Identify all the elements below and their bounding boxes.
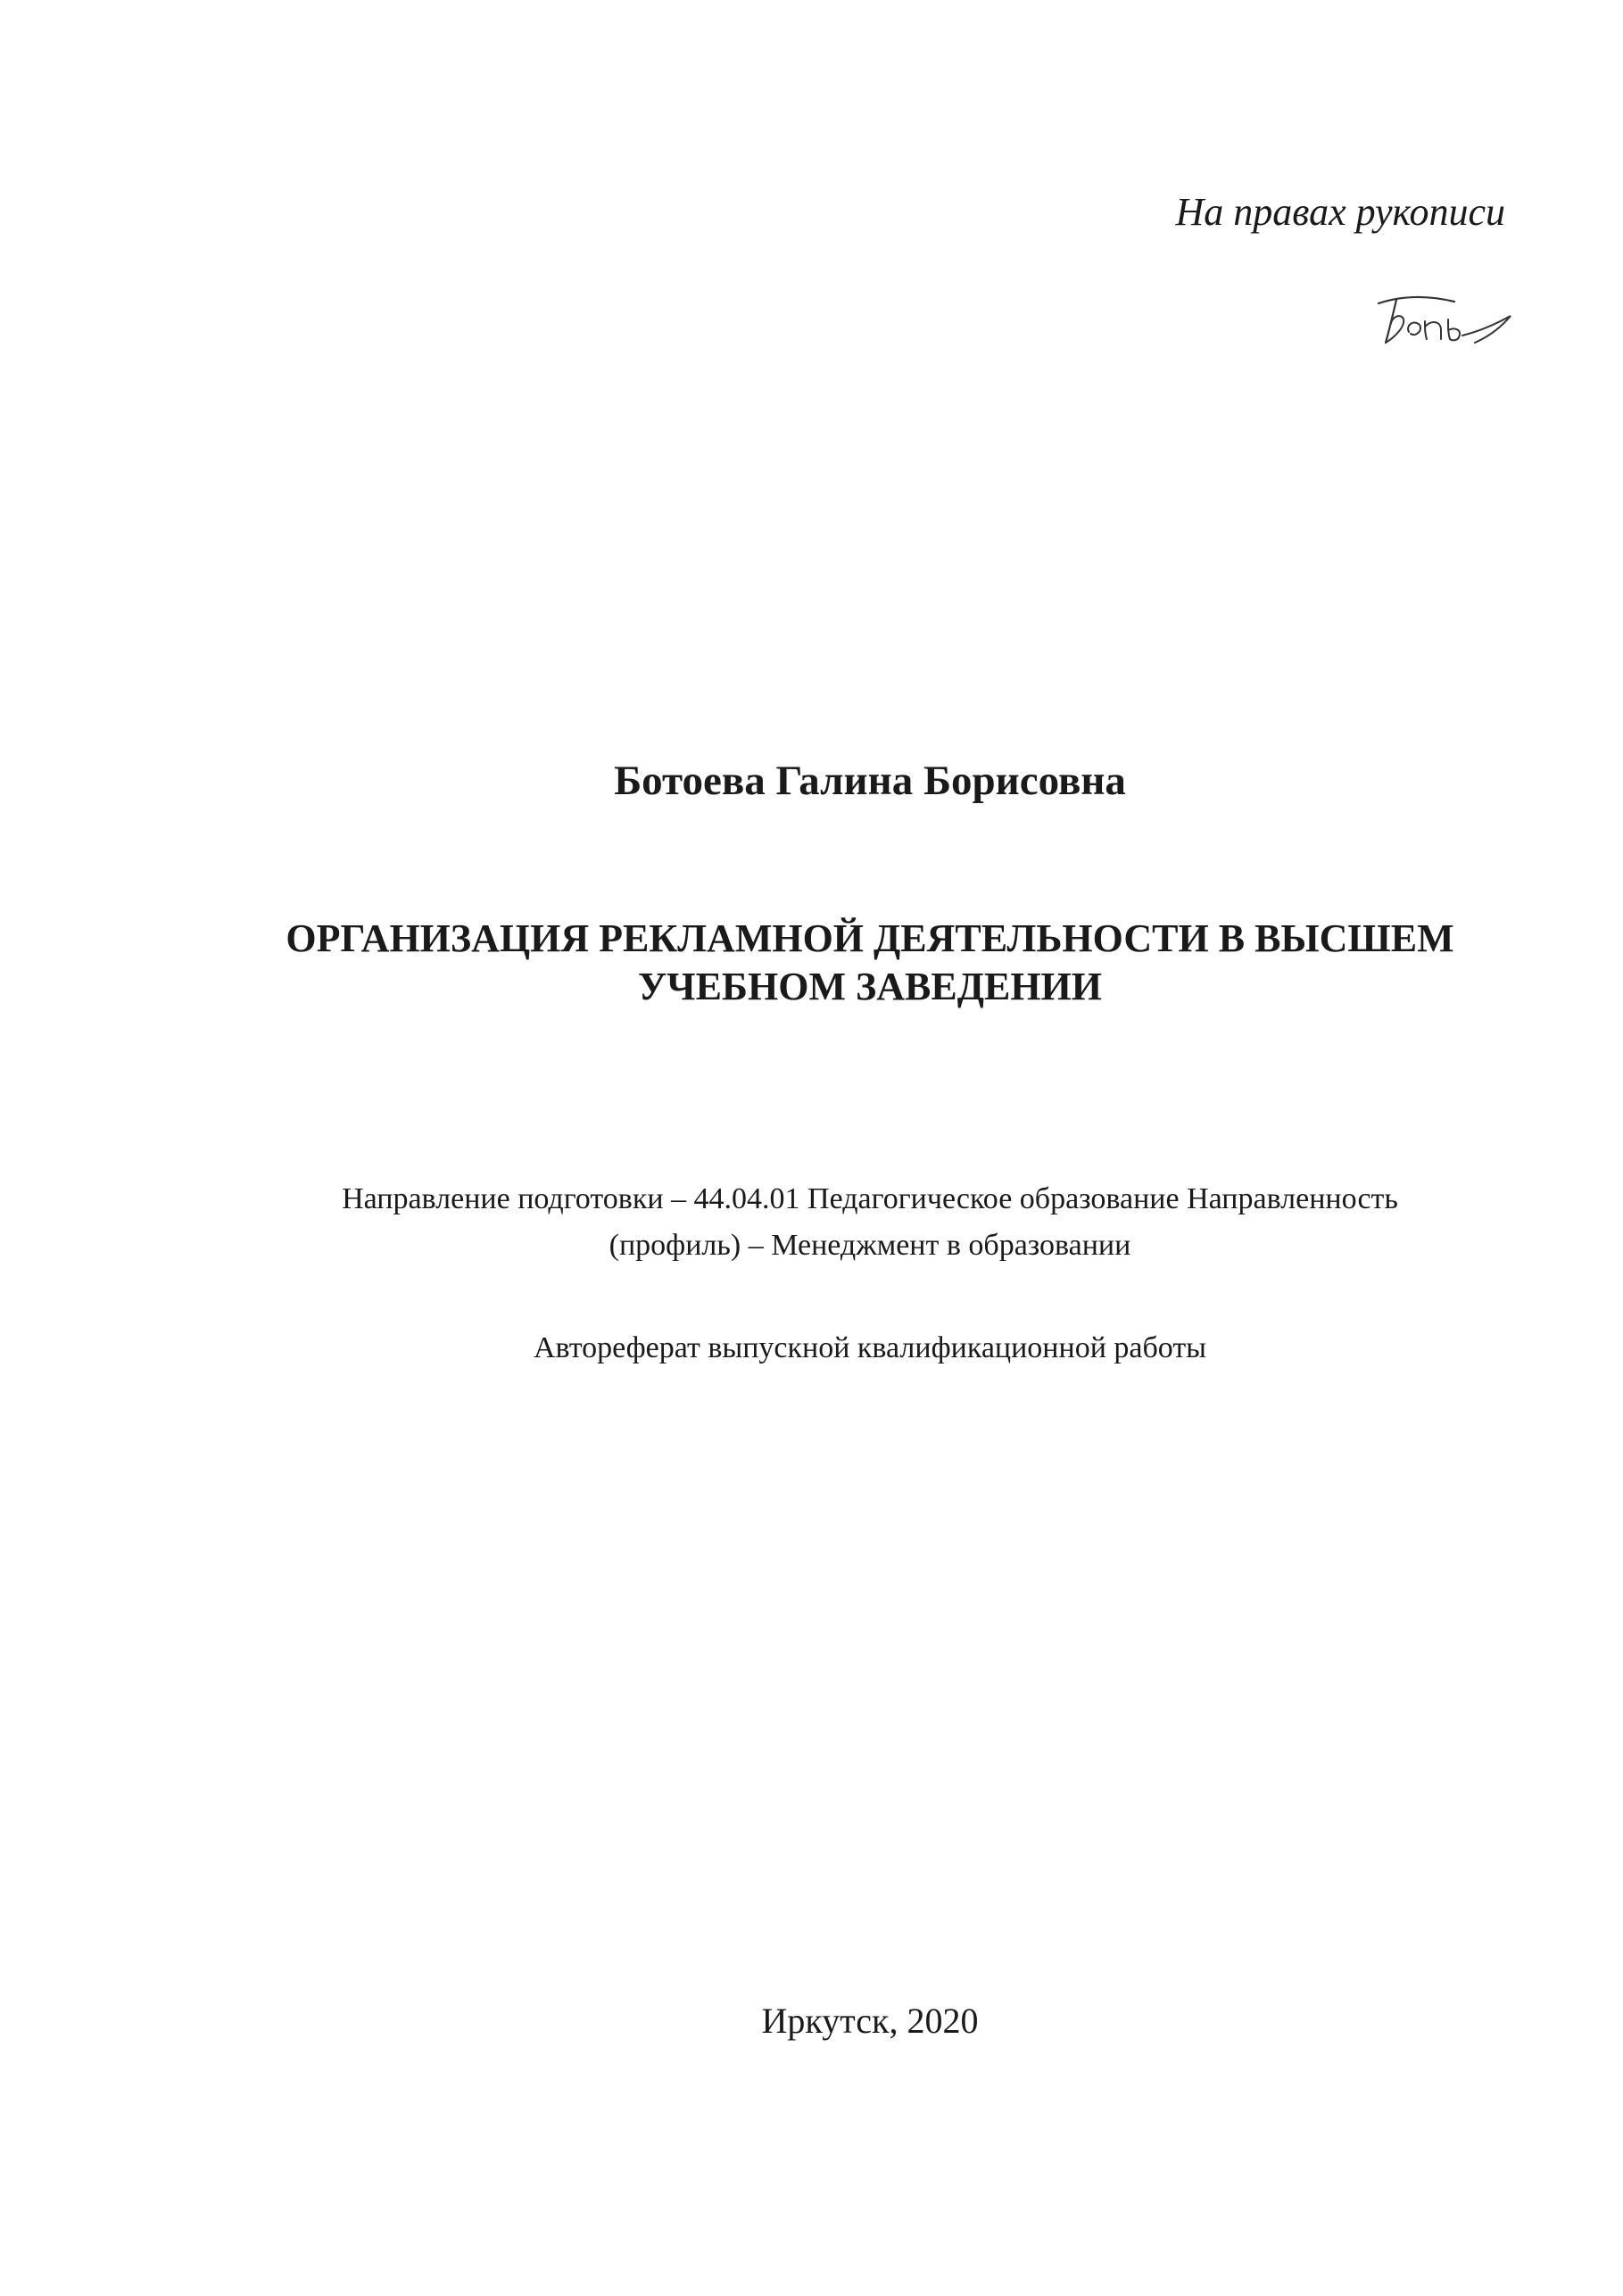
rights-note: На правах рукописи [1175,190,1505,234]
study-direction-line-2: (профиль) – Менеджмент в образовании [609,1229,1131,1262]
thesis-title-line-2: УЧЕБНОМ ЗАВЕДЕНИИ [638,965,1102,1008]
thesis-title [0,915,1623,1011]
study-direction-line-1: Направление подготовки – 44.04.01 Педагогическое образование Направленность [342,1182,1398,1215]
city-year: Иркутск, 2020 [761,2001,979,2041]
handwritten-signature [1370,284,1521,355]
thesis-title-line-1: ОРГАНИЗАЦИЯ РЕКЛАМНОЙ ДЕЯТЕЛЬНОСТИ В ВЫСШЕМ [286,916,1454,960]
author-name: Ботоева Галина Борисовна [614,758,1126,804]
study-direction [0,1176,1623,1269]
document-type: Автореферат выпускной квалификационной работы [533,1331,1207,1364]
